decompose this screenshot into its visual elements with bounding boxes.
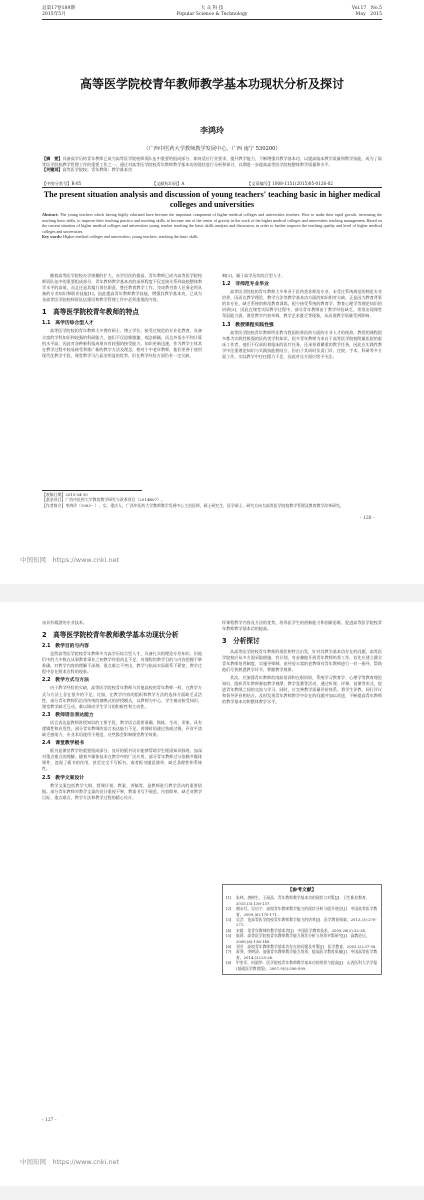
reference-number: [7] <box>226 949 232 955</box>
body-paragraph: 教学文案包括教学大纲、授课计划、教案、讲稿等，是教师进行教学活动的重要依据。部分青年教师对教学文案的设计重视不够，教案书写不规范，内容简单，缺乏对教学目标、重点难点、教学方法和教学过程的精心设计。 <box>42 782 202 800</box>
reference-text: 宋毅．论青年教师的教学基本功[J]．中国医学教育技术，2009,28(2):32-34. <box>236 927 367 933</box>
body-paragraph: 虽然高等医学院校青年教师多为高学历综合型人才，具备扎实的理论专业知识，但他们中的大多数在从事教育事业之初教学经验尚且不足，对课程的教学目的与内容把握不够准确，对教学内容的理解不深刻，重点难点不突出，教学与临床实际联系不紧密，教学过程中存在照本宣科的现象。 <box>42 651 202 675</box>
reference-number: [6] <box>226 944 232 950</box>
body-paragraph: 高等医学院校的青年教师大多毕业于医药类非师范专业，未受过系统规范的师范专业培养，因而在教学理论、教学方法等教学基本功方面的知识相对欠缺，正是因为教育背景的非专业，缺乏系统的师范教育训练，很少接受系统的教育学、教育心理学等理论知识的培训[3]，因此在课堂实际教学过程中，部分青年教师由于教学经验缺乏，常常出现课堂驾驭能力弱，课堂教学内容单调，教学艺术匮乏等现象，从而使教学质量受到影响。 <box>222 289 382 319</box>
journal-title-en: Popular Science & Technology <box>176 11 248 17</box>
abstract-label: 【摘 要】 <box>42 156 63 161</box>
keywords-en-text: Higher medical colleges and universities; young teachers; teaching the basic skills <box>63 234 198 240</box>
journal-header <box>42 6 382 20</box>
body-paragraph: 响[2]，属于高学历的综合型人才。 <box>222 273 286 278</box>
keywords-label: 【关键词】 <box>42 167 63 173</box>
body-paragraph: 高等医学院校青年教师所任教为我国培养医药方面的专业人才的使命，教授的课程很多都为实践性极强的医药类学科知识，很多青年教师为来自于高等医学院校附属医院的临床工作者，他们不仅承担着临床的医疗任务，还承担着繁重的教学任务，因此在实践性教学中注重理论知识与实践技能相结合，但由于其同时负责门诊、住院、手术、科研等多方面工作，实际教学中往往精力不足，因此对这方面应给予关注。 <box>222 329 382 359</box>
page-gap <box>0 1186 424 1200</box>
body-paragraph: 该具有精湛的专业技术。 <box>42 620 88 625</box>
references-list <box>226 895 378 971</box>
reference-number: [4] <box>226 927 232 933</box>
reference-item <box>226 895 378 906</box>
body-paragraph: 高等医学院校的青年教师大多拥有硕士、博士学位，接受过规范的专业化教育，具备丰富的学科知识和较强的科研能力，他们不仅思维敏捷，观念新颖，而且外语水平和计算机水平高，因此对各种新科技成果具有较强的接受能力，知识更新迅速，作为教学主体其在教学过程中较易接受和推广新的教学方法及理念，相对于中老年教师，他们更善于使用现代化教学手段，课堂教学可凸显出明显的优势，但在教学经验方面仍有一定欠缺。 <box>42 328 202 358</box>
subsection-heading: 2.5 教学文案设计 <box>42 775 85 781</box>
references-title: 【参考文献】 <box>287 888 317 893</box>
section-heading: 3 分析探讨 <box>222 637 260 646</box>
header-center <box>42 6 382 17</box>
section-heading: 1 高等医学院校青年教师的特点 <box>42 308 139 317</box>
fund-info: 【基金项目】广西中医药大学教育教学研究与改革项目（2014B07）。 <box>42 497 165 503</box>
page-gap <box>0 584 424 602</box>
keywords-en-label: Key words: <box>42 234 63 240</box>
journal-title-cn: 大 众 科 技 <box>200 6 224 11</box>
cnki-watermark: 中国知网 https://www.cnki.net <box>20 1158 120 1166</box>
section-heading: 2 高等医学院校青年教师教学基本功现状分析 <box>42 631 179 640</box>
cnki-watermark: 中国知网 https://www.cnki.net <box>20 556 120 564</box>
body-paragraph: 板书是课堂教学的重要组成部分，良好的板书设计能够帮助学生理清知识脉络，加深对重点难点的理解。随着多媒体技术在教学中的广泛应用，部分青年教师过分依赖多媒体课件，忽视了板书的作用，甚至完全不写板书，或者板书随意潦草，缺乏条理性和系统性。 <box>42 748 202 772</box>
body-paragraph: 挥课程教学内容及方法的优势，培养医学生的创新能力和创新思维，促进高等医学院校青年教师教学基本功的提高。 <box>222 620 382 632</box>
header-divider <box>42 19 382 20</box>
document-code: 【文献标识码】A <box>152 181 185 186</box>
volume-label: Vol.17 No.5 <box>351 6 382 11</box>
header-right <box>352 6 382 17</box>
reference-number: [8] <box>226 960 232 966</box>
reference-text: 蒋葵，李树清．加强青年教师教学能力培养，提高医学教育质量[J]．中国高等医学教育，2014,(2):25-26. <box>236 949 378 960</box>
date-label: 2015年5月 <box>42 11 66 17</box>
page2-column-right <box>222 620 382 706</box>
abstract-text: 具备高学历的青年教师已成为高等医学院校师资队伍中重要的组成部分，如何适应行业要求，提升教学能力，不断增强其教学基本功，以提高临床教学质量和教学技能，成为了高等医学院校教学管理工作的重要工作之一。通过对高等医学院校青年教师教学基本功的现状进行分析和探讨，以期进一步提高高等医学院校整体教学质量和水平。 <box>42 156 382 167</box>
subsection-heading: 2.2 教学方式与方法 <box>42 678 89 684</box>
page1-column-left <box>42 273 202 360</box>
body-paragraph: 其次，应加强青年教师的岗前培训和在职培训，系统学习教育学、心理学等教育理论知识，组织青年教师参加教学观摩、教学竞赛等活动，通过听课、评课、说课等形式，促进青年教师之间的交流与学习。同时，应完善教学质量评价体系，将学生评教、同行评议和督导评价相结合，及时发现青年教师教学中存在的问题并加以改进，不断提高青年教师的教学基本功和整体教学水平。 <box>222 674 382 704</box>
subsection-heading: 2.1 教学目的与内容 <box>42 644 89 650</box>
reference-text: 刘芳．高校青年教师教学基本功存在的问题及对策[J]．医学教育，2003,(2):37-38. <box>236 944 377 950</box>
reference-number: [1] <box>226 895 232 901</box>
abstract-en-text: The young teachers which having highly educated have become the important component of higher medical colleges and universities teachers. How to make their rapid growth, increasing the teaching basic skills, to improve their teaching practice and teaching skills, to become one of the center of gravity in the work of the higher medical colleges and universities teaching management. Based on the current situation of higher medical colleges and universities young teacher teaching the basic skills analysis and discussion, in order to further improve the teaching quality and level of higher medical colleges and universities. <box>42 212 382 234</box>
page-number: - 127 - <box>42 1118 57 1123</box>
keywords-text: 高等医学院校；青年教师；教学基本功 <box>62 167 133 173</box>
meta-divider <box>42 187 382 188</box>
page2-column-left <box>42 620 202 802</box>
article-title-cn: 高等医学院校青年教师教学基本功现状分析及探讨 <box>79 77 344 91</box>
reference-item <box>226 917 378 928</box>
subsection-heading: 1.3 教授课程实践性强 <box>222 322 274 328</box>
article-number: 【文章编号】1008-1151(2015)05-0126-02 <box>247 181 333 186</box>
reference-text: 朱林，唐树生，王丽品．青年教师教学基本功的现状与对策[J]．卫生职业教育，2015,(3):136-137. <box>236 895 370 906</box>
page-number: - 126 - <box>360 516 375 521</box>
subsection-heading: 2.3 教师语言表达能力 <box>42 712 94 718</box>
article-title-en: The present situation analysis and discussion of young teachers' teaching basic in higher medical colleges and universities <box>43 190 381 209</box>
reference-number: [3] <box>226 917 232 923</box>
author-bio: 【作者简介】李鸿玲（1983－），女，重庆人，广西中医药大学教师教学发展中心主治医师，硕士研究生，医学硕士，研究方向为高等医学院校教学管理及教育教学改革研究。 <box>42 502 344 508</box>
abstract-cn <box>42 156 382 173</box>
page1-column-right <box>222 273 382 361</box>
reference-item <box>226 949 378 960</box>
body-paragraph: 从高等医学院校青年教师的现状和特点出发，针对其教学基本功存在的问题，高等医学院校应从多方面采取措施，有计划、有步骤地开展青年教师培养工作。首先应建立健全青年教师培养制度，实施导师制，由经验丰富的老教师对青年教师进行一对一指导，帮助他们尽快熟悉教学环节，掌握教学规律。 <box>222 649 382 673</box>
abstract-en <box>42 212 382 240</box>
footnote-divider <box>42 490 142 491</box>
reference-item <box>226 960 378 971</box>
subsection-heading: 2.4 课堂教学板书 <box>42 741 85 747</box>
received-date: 【收稿日期】2015-04-10 <box>42 492 88 497</box>
intro-paragraph: 随着高等医学院校办学规模的扩大，办学层次的提高，青年教师已成为高等医学院校师资队伍中的重要组成部分，青年教师教学基本功的深厚程度不仅直接关系到高校整体教学水平的高低，而且还是其履行岗位职责、胜任教育教学工作，完成教书育人任务必须具备的专业知识和职业技能[1]。因此提高青年教师教学技能，增强其教学基本功，已成为各高等医学院校师资队伍建设和教学管理工作中必须重视的内容。 <box>42 273 202 303</box>
reference-text: 谢永红，吴启宁．高校青年教师教学能力的现状分析与提升途径[J]．中国高等医学教育，2009,(6):170-171. <box>236 906 378 917</box>
subsection-heading: 1.2 非师范专业毕业 <box>222 282 269 288</box>
month-label: May 2015 <box>355 11 382 17</box>
reference-number: [5] <box>226 933 232 939</box>
reference-number: [2] <box>226 906 232 912</box>
author-affiliation: （广西中医药大学教师教学发展中心，广西 南宁 530200） <box>143 146 281 152</box>
reference-text: 甲室军，何淑华．医学院校青年教师教学基本功的培养与提高[J]．山西医科大学学报(基础医学教育版)，2007,9(5):596-599. <box>236 960 378 971</box>
issue-label: 总第17卷189期 <box>42 6 75 11</box>
abstract-en-label: Abstract: <box>42 212 59 217</box>
subsection-heading: 1.1 高学历综合型人才 <box>42 321 94 327</box>
body-paragraph: 由于教学经验的欠缺，高等医学院校青年教师与其他高校的青年教师一样，在教学方式与方法上存在很多的不足。比如，在教学内容的组织和教学方法的选择方面缺乏灵活性，部分青年教师仍沿用传统的填鸭式的讲授模式，以教师为中心，学生被动接受知识，课堂教学缺乏互动，难以调动学生学习的积极性和主动性。 <box>42 685 202 709</box>
reference-item <box>226 933 378 944</box>
author-name: 李鸿玲 <box>200 126 224 135</box>
clc-number: 【中图分类号】R-05 <box>42 181 82 186</box>
body-paragraph: 语言表达是教师讲授知识的主要手段，教学语言需要准确、简练、生动、形象，具有逻辑性和启发性。部分青年教师的语言表达能力不足，讲课时语速过快或过慢，声音平淡缺乏感染力，专业术语使用不规范，这些都会影响课堂教学效果。 <box>42 719 202 738</box>
reference-text: 陈莉．高等医学院校青年教师教学能力现状分析与培养对策研究[J]．高教论坛，2006,(6):136-140. <box>236 933 370 944</box>
footnotes <box>42 492 382 508</box>
reference-text: 吴芸．论高等医学院校青年教师教学能力的培养[J]．医学教育探索，2013,(3):270-271. <box>236 917 377 928</box>
references-box <box>222 884 382 975</box>
reference-item <box>226 906 378 917</box>
